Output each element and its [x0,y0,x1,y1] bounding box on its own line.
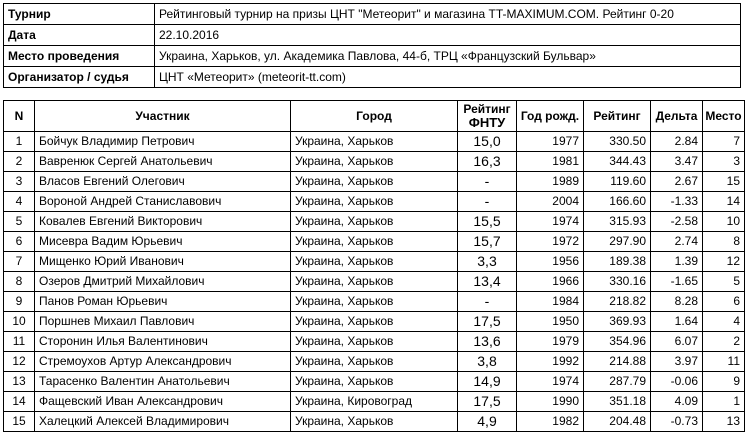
cell-birth-year: 2004 [517,192,584,212]
cell-birth-year: 1990 [517,392,584,412]
cell-rating: 344.43 [584,152,651,172]
info-value: 22.10.2016 [155,25,741,46]
cell-fntu-rating: 15,7 [458,232,517,252]
cell-n: 5 [4,212,35,232]
tournament-info-body [4,4,741,88]
cell-place: 7 [703,132,745,152]
cell-participant: Вороной Андрей Станиславович [35,192,291,212]
table-row [4,212,745,232]
info-label: Турнир [4,4,155,25]
cell-fntu-rating: 16,3 [458,152,517,172]
cell-n: 8 [4,272,35,292]
cell-rating: 330.50 [584,132,651,152]
cell-delta: 1.39 [651,252,703,272]
cell-rating: 330.16 [584,272,651,292]
cell-birth-year: 1956 [517,252,584,272]
cell-participant: Панов Роман Юрьевич [35,292,291,312]
results-table [3,100,745,432]
table-row [4,272,745,292]
cell-participant: Стремоухов Артур Александрович [35,352,291,372]
col-header-participant: Участник [35,101,291,132]
table-row [4,252,745,272]
col-header-city: Город [291,101,458,132]
cell-city: Украина, Харьков [291,252,458,272]
cell-delta: 3.97 [651,352,703,372]
info-row [4,4,741,25]
col-header-n: N [4,101,35,132]
cell-participant: Ковалев Евгений Викторович [35,212,291,232]
cell-birth-year: 1982 [517,412,584,432]
cell-fntu-rating: 4,9 [458,412,517,432]
cell-delta: 4.09 [651,392,703,412]
cell-delta: 2.67 [651,172,703,192]
cell-place: 15 [703,172,745,192]
cell-n: 1 [4,132,35,152]
cell-place: 9 [703,372,745,392]
cell-city: Украина, Кировоград [291,392,458,412]
cell-delta: -2.58 [651,212,703,232]
cell-fntu-rating: 17,5 [458,312,517,332]
info-value: Рейтинговый турнир на призы ЦНТ "Метеорит" и магазина TT-MAXIMUM.COM. Рейтинг 0-20 [155,4,741,25]
cell-city: Украина, Харьков [291,412,458,432]
cell-delta: -0.06 [651,372,703,392]
cell-birth-year: 1950 [517,312,584,332]
table-row [4,292,745,312]
cell-city: Украина, Харьков [291,152,458,172]
table-row [4,192,745,212]
cell-participant: Власов Евгений Олегович [35,172,291,192]
cell-participant: Фащевский Иван Александрович [35,392,291,412]
cell-rating: 218.82 [584,292,651,312]
table-row [4,132,745,152]
cell-participant: Бойчук Владимир Петрович [35,132,291,152]
cell-place: 3 [703,152,745,172]
table-row [4,232,745,252]
table-row [4,172,745,192]
cell-city: Украина, Харьков [291,272,458,292]
cell-place: 8 [703,232,745,252]
cell-delta: 8.28 [651,292,703,312]
cell-birth-year: 1977 [517,132,584,152]
cell-fntu-rating: - [458,172,517,192]
col-header-delta: Дельта [651,101,703,132]
cell-rating: 351.18 [584,392,651,412]
results-header [4,101,745,132]
cell-fntu-rating: 3,8 [458,352,517,372]
cell-participant: Вавренюк Сергей Анатольевич [35,152,291,172]
cell-n: 9 [4,292,35,312]
cell-participant: Поршнев Михаил Павлович [35,312,291,332]
cell-participant: Мищенко Юрий Иванович [35,252,291,272]
cell-n: 4 [4,192,35,212]
cell-birth-year: 1966 [517,272,584,292]
cell-city: Украина, Харьков [291,132,458,152]
cell-city: Украина, Харьков [291,332,458,352]
cell-city: Украина, Харьков [291,192,458,212]
col-header-fntu-bottom: ФНТУ [468,115,506,130]
cell-participant: Сторонин Илья Валентинович [35,332,291,352]
cell-rating: 166.60 [584,192,651,212]
cell-rating: 369.93 [584,312,651,332]
cell-place: 5 [703,272,745,292]
cell-city: Украина, Харьков [291,352,458,372]
table-row [4,412,745,432]
cell-fntu-rating: 3,3 [458,252,517,272]
cell-delta: 2.74 [651,232,703,252]
header-row [4,101,745,132]
cell-rating: 214.88 [584,352,651,372]
cell-delta: 1.64 [651,312,703,332]
col-header-fntu-rating [458,101,517,132]
cell-birth-year: 1992 [517,352,584,372]
cell-fntu-rating: - [458,292,517,312]
cell-place: 1 [703,392,745,412]
cell-delta: -0.73 [651,412,703,432]
cell-city: Украина, Харьков [291,312,458,332]
cell-place: 2 [703,332,745,352]
cell-participant: Тарасенко Валентин Анатольевич [35,372,291,392]
col-header-birth-year: Год рожд. [517,101,584,132]
cell-place: 12 [703,252,745,272]
cell-rating: 189.38 [584,252,651,272]
cell-n: 14 [4,392,35,412]
cell-city: Украина, Харьков [291,212,458,232]
cell-n: 11 [4,332,35,352]
cell-birth-year: 1981 [517,152,584,172]
cell-city: Украина, Харьков [291,372,458,392]
info-value: Украина, Харьков, ул. Академика Павлова, 44-б, ТРЦ «Французский Бульвар» [155,46,741,67]
cell-delta: -1.65 [651,272,703,292]
info-value: ЦНТ «Метеорит» (meteorit-tt.com) [155,67,741,88]
cell-rating: 354.96 [584,332,651,352]
cell-fntu-rating: 15,5 [458,212,517,232]
cell-n: 10 [4,312,35,332]
cell-rating: 297.90 [584,232,651,252]
table-row [4,392,745,412]
cell-delta: 2.84 [651,132,703,152]
table-row [4,152,745,172]
cell-n: 7 [4,252,35,272]
col-header-rating: Рейтинг [584,101,651,132]
info-label: Дата [4,25,155,46]
cell-delta: 6.07 [651,332,703,352]
cell-place: 11 [703,352,745,372]
cell-place: 10 [703,212,745,232]
cell-fntu-rating: 14,9 [458,372,517,392]
cell-n: 15 [4,412,35,432]
cell-fntu-rating: - [458,192,517,212]
cell-participant: Мисевра Вадим Юрьевич [35,232,291,252]
cell-fntu-rating: 13,4 [458,272,517,292]
cell-rating: 315.93 [584,212,651,232]
cell-place: 6 [703,292,745,312]
info-row [4,46,741,67]
cell-fntu-rating: 17,5 [458,392,517,412]
col-header-place: Место [703,101,745,132]
cell-n: 12 [4,352,35,372]
cell-city: Украина, Харьков [291,232,458,252]
cell-n: 13 [4,372,35,392]
cell-rating: 287.79 [584,372,651,392]
cell-delta: 3.47 [651,152,703,172]
col-header-fntu-top: Рейтинг [463,102,511,116]
cell-place: 14 [703,192,745,212]
tournament-info-table [3,3,741,88]
results-body [4,132,745,432]
table-row [4,352,745,372]
cell-fntu-rating: 15,0 [458,132,517,152]
cell-city: Украина, Харьков [291,172,458,192]
cell-place: 13 [703,412,745,432]
table-row [4,332,745,352]
cell-rating: 204.48 [584,412,651,432]
cell-rating: 119.60 [584,172,651,192]
info-row [4,25,741,46]
table-row [4,312,745,332]
cell-birth-year: 1974 [517,372,584,392]
cell-birth-year: 1972 [517,232,584,252]
cell-participant: Халецкий Алексей Владимирович [35,412,291,432]
cell-n: 2 [4,152,35,172]
info-label: Организатор / судья [4,67,155,88]
cell-participant: Озеров Дмитрий Михайлович [35,272,291,292]
table-row [4,372,745,392]
cell-fntu-rating: 13,6 [458,332,517,352]
cell-birth-year: 1989 [517,172,584,192]
cell-n: 3 [4,172,35,192]
cell-place: 4 [703,312,745,332]
info-row [4,67,741,88]
cell-birth-year: 1984 [517,292,584,312]
cell-city: Украина, Харьков [291,292,458,312]
cell-birth-year: 1979 [517,332,584,352]
cell-n: 6 [4,232,35,252]
info-label: Место проведения [4,46,155,67]
cell-birth-year: 1974 [517,212,584,232]
cell-delta: -1.33 [651,192,703,212]
